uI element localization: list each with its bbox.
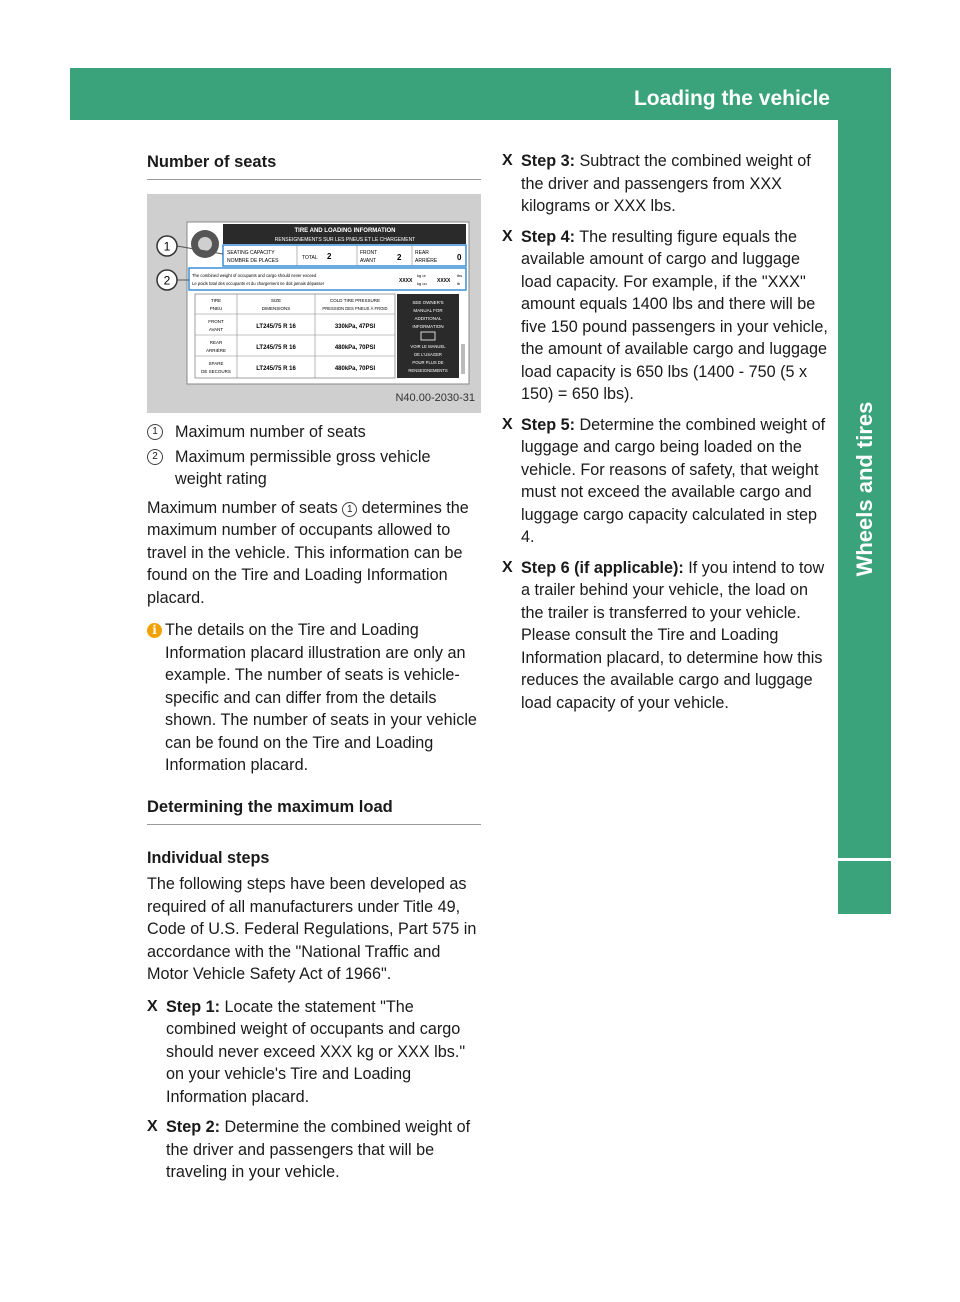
legend-number: 2 bbox=[147, 449, 163, 465]
svg-text:Le poids total des occupants e: Le poids total des occupants et du chargement ne doit jamais dépasser bbox=[192, 281, 325, 286]
svg-text:INFORMATION: INFORMATION bbox=[412, 324, 444, 329]
svg-text:330kPa, 47PSI: 330kPa, 47PSI bbox=[334, 324, 376, 330]
placard-figure bbox=[147, 194, 481, 413]
svg-text:2: 2 bbox=[327, 252, 332, 261]
svg-text:REAR: REAR bbox=[209, 340, 223, 345]
paragraph-regulations: The following steps have been developed as required of all manufacturers under Title 49, Code of U.S. Federal Regulations, Part 575 in accordance with the "National Traffic and Motor Vehicle Safety Act of 1966". bbox=[147, 875, 477, 983]
legend-item-2 bbox=[147, 446, 481, 491]
left-column bbox=[147, 150, 481, 1192]
step-5: X Step 5: Determine the combined weight of luggage and cargo being loaded on the vehicle. For reasons of safety, that weight must not exceed the available cargo and luggage cargo capacity calculated in step 4. bbox=[502, 415, 826, 546]
step-marker-icon: X bbox=[502, 415, 513, 433]
header-bar bbox=[70, 68, 946, 120]
step-marker-icon: X bbox=[502, 227, 513, 245]
heading-number-of-seats: Number of seats bbox=[147, 150, 481, 180]
svg-text:TIRE: TIRE bbox=[210, 298, 222, 303]
figure-code: N40.00-2030-31 bbox=[395, 391, 475, 404]
svg-text:VOIR LE MANUEL: VOIR LE MANUEL bbox=[410, 344, 446, 349]
legend-item-1 bbox=[147, 421, 481, 444]
svg-text:PRESSION DES PNEUS À FROID: PRESSION DES PNEUS À FROID bbox=[322, 306, 388, 311]
step-marker-icon: X bbox=[502, 152, 513, 169]
svg-text:RENSEIGNEMENTS: RENSEIGNEMENTS bbox=[408, 368, 448, 373]
legend-text: Maximum permissible gross vehicle weight rating bbox=[175, 447, 431, 488]
placard-illustration bbox=[147, 194, 481, 413]
svg-text:480kPa, 70PSI: 480kPa, 70PSI bbox=[334, 366, 376, 372]
step-6: X Step 6 (if applicable): If you intend to tow a trailer behind your vehicle, the load on the trailer is transferred to your vehicle. Please consult the Tire and Loading Information placard, to determine how this reduces the available cargo and luggage load capacity of your vehicle. bbox=[502, 558, 825, 712]
placard-title2: RENSEIGNEMENTS SUR LES PNEUS ET LE CHARGEMENT bbox=[274, 237, 416, 243]
svg-text:DE SECOURS: DE SECOURS bbox=[201, 369, 231, 374]
section-title: Loading the vehicle bbox=[633, 87, 830, 110]
svg-text:LT245/75 R 16: LT245/75 R 16 bbox=[256, 345, 296, 351]
svg-text:ARRIÈRE: ARRIÈRE bbox=[205, 348, 227, 353]
info-text: The details on the Tire and Loading Information placard illustration are only an example. The number of seats is vehicle-specific and can differ from the details shown. The number of seats in your vehicle can be found on the Tire and Loading Information placard. bbox=[165, 621, 477, 774]
paragraph-seats: Maximum number of seats 1 determines the maximum number of occupants allowed to travel in the vehicle. This information can be found on the Tire and Loading Information placard. bbox=[147, 498, 469, 607]
page-number: 297 bbox=[910, 87, 946, 110]
header-divider bbox=[900, 74, 902, 120]
svg-text:lbs: lbs bbox=[457, 273, 463, 278]
svg-text:AVANT: AVANT bbox=[208, 327, 224, 332]
step-2: X Step 2: Determine the combined weight of the driver and passengers that will be traveling in your vehicle. bbox=[147, 1118, 471, 1181]
svg-text:FRONT: FRONT bbox=[208, 319, 224, 324]
svg-text:kg ou: kg ou bbox=[417, 281, 427, 286]
svg-text:480kPa, 70PSI: 480kPa, 70PSI bbox=[334, 345, 376, 351]
heading-maximum-load: Determining the maximum load bbox=[147, 795, 481, 825]
svg-text:DE L'USAGER: DE L'USAGER bbox=[414, 352, 442, 357]
svg-text:ARRIÈRE: ARRIÈRE bbox=[415, 258, 438, 264]
svg-text:SEATING CAPACITY: SEATING CAPACITY bbox=[227, 250, 275, 256]
step-1: X Step 1: Locate the statement "The combined weight of occupants and cargo should never exceed XXX kg or XXX lbs." on your vehicle's Tire and Loading Information placard. bbox=[147, 997, 466, 1106]
svg-text:NOMBRE DE PLACES: NOMBRE DE PLACES bbox=[227, 258, 279, 264]
svg-text:MANUAL FOR: MANUAL FOR bbox=[413, 308, 443, 313]
svg-text:2: 2 bbox=[163, 273, 171, 288]
svg-text:SIZE: SIZE bbox=[270, 298, 282, 303]
step-3: X Step 3: Subtract the combined weight of the driver and passengers from XXX kilograms or XXX lbs. bbox=[502, 152, 811, 215]
info-icon: i bbox=[147, 623, 162, 638]
svg-text:POUR PLUS DE: POUR PLUS DE bbox=[412, 360, 444, 365]
svg-text:lb: lb bbox=[457, 281, 461, 286]
svg-text:XXXX: XXXX bbox=[437, 278, 451, 284]
svg-text:LT245/75 R 16: LT245/75 R 16 bbox=[256, 324, 296, 330]
step-marker-icon: X bbox=[502, 558, 513, 576]
side-tab-label-wrap bbox=[838, 120, 891, 858]
svg-text:LT245/75 R 16: LT245/75 R 16 bbox=[256, 366, 296, 372]
info-note bbox=[147, 619, 481, 777]
placard-title1: TIRE AND LOADING INFORMATION bbox=[294, 228, 396, 234]
svg-text:ADDITIONAL: ADDITIONAL bbox=[414, 316, 442, 321]
step-marker-icon: X bbox=[147, 997, 158, 1015]
svg-text:TOTAL: TOTAL bbox=[302, 255, 318, 261]
svg-text:FRONT: FRONT bbox=[360, 250, 378, 256]
svg-text:PNEU: PNEU bbox=[209, 306, 223, 311]
svg-text:SEE OWNER'S: SEE OWNER'S bbox=[412, 300, 444, 305]
legend-number: 1 bbox=[147, 424, 163, 440]
svg-text:kg or: kg or bbox=[417, 273, 426, 278]
svg-text:1: 1 bbox=[163, 239, 171, 254]
svg-text:0: 0 bbox=[457, 253, 462, 262]
subheading-individual-steps: Individual steps bbox=[147, 848, 270, 867]
svg-text:REAR: REAR bbox=[415, 250, 429, 256]
svg-text:COLD TIRE PRESSURE: COLD TIRE PRESSURE bbox=[330, 298, 380, 303]
side-tab-marker bbox=[838, 861, 891, 914]
right-column bbox=[502, 150, 834, 722]
svg-text:DIMENSIONS: DIMENSIONS bbox=[261, 306, 291, 311]
svg-text:2: 2 bbox=[397, 253, 402, 262]
step-marker-icon: X bbox=[147, 1118, 158, 1135]
svg-text:The combined weight of occupan: The combined weight of occupants and cargo should never exceed bbox=[192, 273, 317, 278]
svg-text:AVANT: AVANT bbox=[360, 258, 376, 264]
svg-text:XXXX: XXXX bbox=[399, 278, 413, 284]
svg-text:SPARE: SPARE bbox=[208, 361, 224, 366]
inline-callout: 1 bbox=[342, 502, 357, 517]
legend-text: Maximum number of seats bbox=[175, 423, 366, 441]
side-tab-label: Wheels and tires bbox=[851, 401, 877, 577]
step-4: X Step 4: The resulting figure equals the available amount of cargo and luggage load capacity. For example, if the "XXX" amount equals 1400 lbs and there will be five 150 pound passengers in your vehicle, the amount of available cargo and luggage load capacity is 650 lbs (1400 - 750 (5 x 150) = 650 lbs). bbox=[502, 227, 828, 403]
